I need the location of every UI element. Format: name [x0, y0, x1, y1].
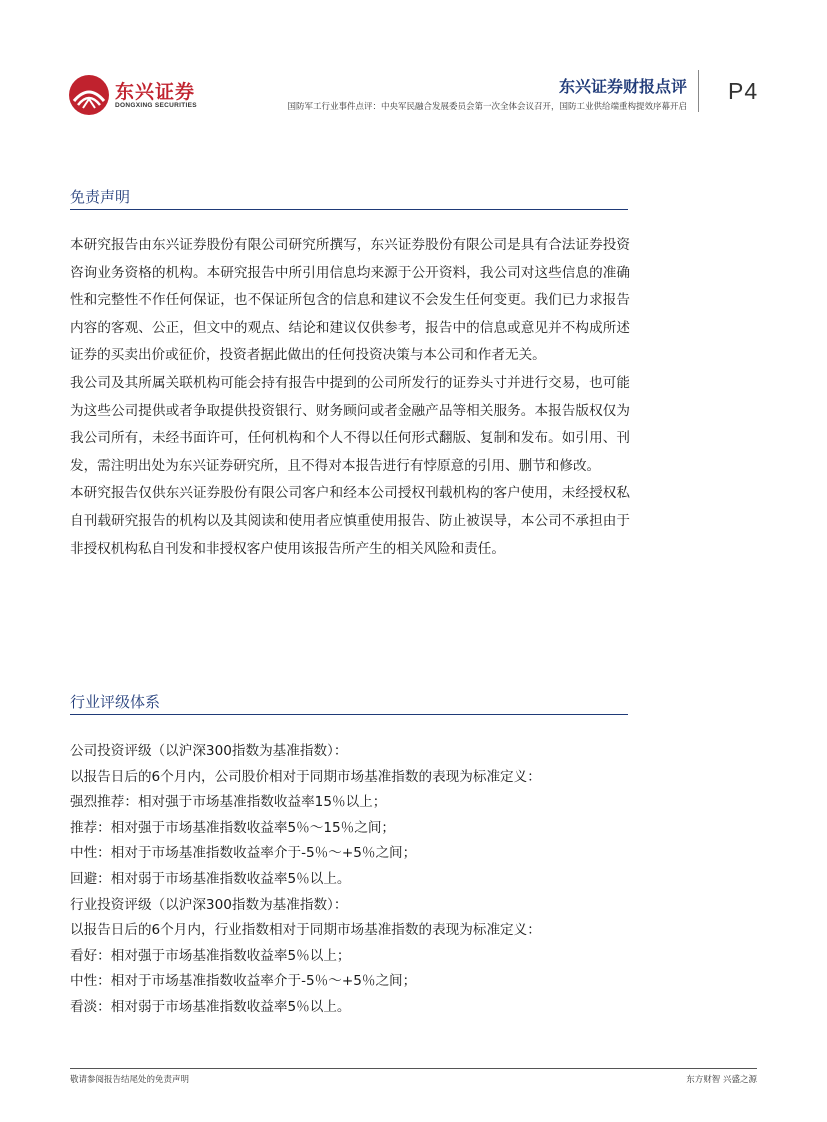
rating-line: 看淡：相对弱于市场基准指数收益率5％以上。: [70, 998, 351, 1015]
rating-line: 行业投资评级（以沪深300指数为基准指数）：: [70, 896, 348, 913]
disclaimer-heading-rule: [70, 209, 628, 210]
logo-text-cn: 东兴证券: [115, 81, 196, 103]
report-type-title: 东兴证券财报点评: [558, 77, 687, 96]
footer-rule: [70, 1068, 757, 1069]
disclaimer-paragraph: 本研究报告仅供东兴证券股份有限公司客户和经本公司授权刊载机构的客户使用，未经授权私自刊载研究报告的机构以及其阅读和使用者应慎重使用报告、防止被误导，本公司不承担由于非授权机构私自刊发和非授权客户使用该报告所产生的相关风险和责任。: [70, 485, 630, 557]
header-divider: [698, 70, 699, 112]
rating-line: 公司投资评级（以沪深300指数为基准指数）：: [70, 743, 348, 759]
disclaimer-heading: 免责声明: [70, 188, 131, 206]
rating-line: 强烈推荐：相对强于市场基准指数收益率15％以上；: [70, 794, 387, 811]
rating-heading-rule: [70, 714, 628, 715]
rating-line: 看好：相对强于市场基准指数收益率5％以上；: [70, 947, 351, 964]
rating-definitions: [70, 739, 630, 1021]
rating-heading: 行业评级体系: [70, 693, 161, 711]
page-number: P4: [728, 78, 759, 104]
page-header: [0, 0, 827, 130]
disclaimer-paragraph: 我公司及其所属关联机构可能会持有报告中提到的公司所发行的证券头寸并进行交易，也可能为这些公司提供或者争取提供投资银行、财务顾问或者金融产品等相关服务。本报告版权仅为我公司所有，未经书面许可，任何机构和个人不得以任何形式翻版、复制和发布。如引用、刊发，需注明出处为东兴证券研究所，且不得对本报告进行有悖原意的引用、删节和修改。: [70, 374, 630, 474]
rating-line: 以报告日后的6个月内，行业指数相对于同期市场基准指数的表现为标准定义：: [70, 922, 541, 939]
rating-line: 回避：相对弱于市场基准指数收益率5％以上。: [70, 870, 351, 887]
footer-disclaimer-note: 敬请参阅报告结尾处的免责声明: [70, 1075, 190, 1085]
rating-line: 推荐：相对强于市场基准指数收益率5％～15％之间；: [70, 819, 396, 836]
rating-line: 中性：相对于市场基准指数收益率介于-5％～+5％之间；: [70, 973, 417, 990]
rating-line: 中性：相对于市场基准指数收益率介于-5％～+5％之间；: [70, 845, 417, 862]
dongxing-logo-icon: [68, 74, 110, 116]
rating-line: 以报告日后的6个月内，公司股价相对于同期市场基准指数的表现为标准定义：: [70, 768, 541, 785]
logo-text-en: DONGXING SECURITIES: [115, 102, 197, 109]
company-logo: [68, 74, 228, 116]
footer-slogan: 东方财智 兴盛之源: [686, 1075, 757, 1085]
report-subtitle: 国防军工行业事件点评：中央军民融合发展委员会第一次全体会议召开，国防工业供给端重构提效序幕开启: [287, 102, 687, 112]
disclaimer-body: [70, 232, 630, 563]
disclaimer-paragraph: 本研究报告由东兴证券股份有限公司研究所撰写，东兴证券股份有限公司是具有合法证券投资咨询业务资格的机构。本研究报告中所引用信息均来源于公开资料，我公司对这些信息的准确性和完整性不作任何保证，也不保证所包含的信息和建议不会发生任何变更。我们已力求报告内容的客观、公正，但文中的观点、结论和建议仅供参考，报告中的信息或意见并不构成所述证券的买卖出价或征价，投资者据此做出的任何投资决策与本公司和作者无关。: [70, 237, 630, 364]
